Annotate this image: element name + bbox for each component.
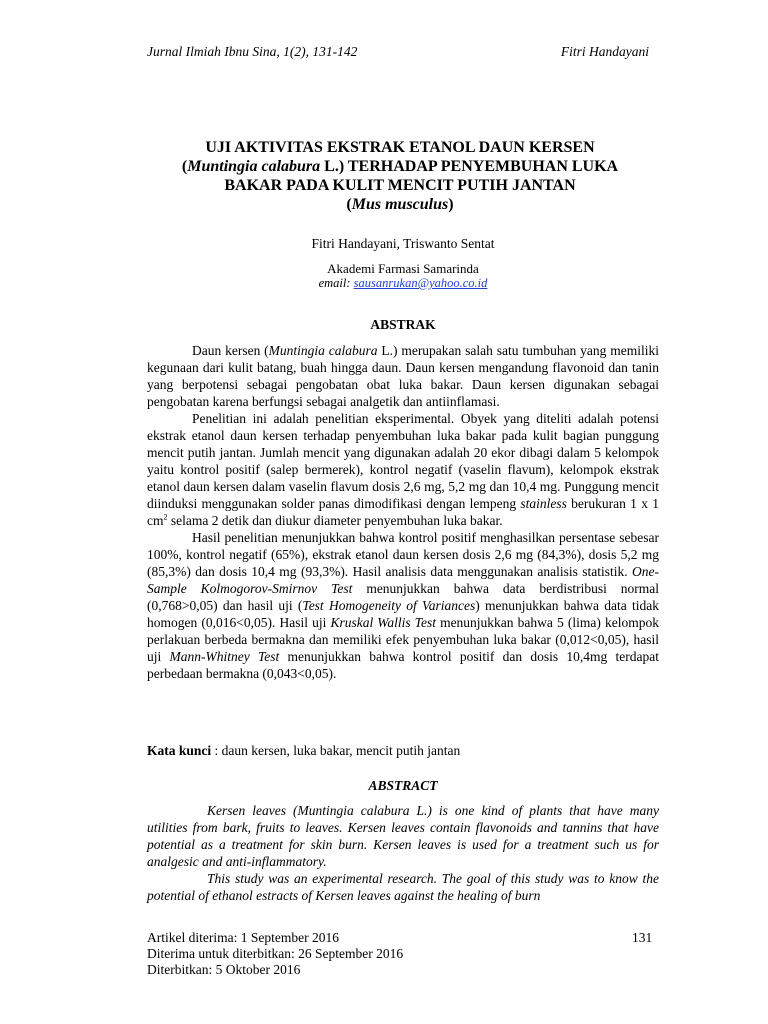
received-date: Artikel diterima: 1 September 2016	[147, 930, 339, 945]
scientific-name: Muntingia calabura	[187, 158, 321, 175]
email-line: email: sausanrukan@yahoo.co.id	[318, 276, 488, 290]
page-number: 131	[632, 930, 653, 945]
header-author: Fitri Handayani	[560, 44, 649, 59]
title-line-3: BAKAR PADA KULIT MENCIT PUTIH JANTAN	[224, 177, 576, 194]
species-name: Mus musculus	[351, 196, 449, 213]
paper-title	[130, 138, 670, 214]
published-date: Diterbitkan: 5 Oktober 2016	[147, 962, 301, 977]
keywords	[147, 743, 460, 759]
abstrak-paragraph-1: Daun kersen (Muntingia calabura L.) merupakan salah satu tumbuhan yang memiliki kegunaan dari kulit batang, buah hingga daun. Daun kersen mengandung flavonoid dan tanin yang berpotensi sebagai pengobatan obat luka bakar. Daun kersen digunakan sebagai pengobatan karena berfungsi sebagai analgetik dan antiinflamasi.	[147, 343, 659, 409]
abstract-paragraph-1: Kersen leaves (Muntingia calabura L.) is one kind of plants that have many utilities from bark, fruits to leaves. Kersen leaves contain flavonoids and tannins that have potential as a treatment for skin burn. Kersen leaves is used for a treatment such us for analgesic and anti-inflammatory.	[147, 803, 659, 869]
journal-header: Jurnal Ilmiah Ibnu Sina, 1(2), 131-142	[147, 44, 358, 59]
abstract-body	[147, 802, 659, 904]
title-line-4: (Mus musculus)	[346, 196, 454, 213]
keywords-text: : daun kersen, luka bakar, mencit putih jantan	[211, 743, 461, 758]
keywords-label: Kata kunci	[147, 743, 212, 758]
abstrak-paragraph-2: Penelitian ini adalah penelitian eksperimental. Obyek yang diteliti adalah potensi ekstrak etanol daun kersen terhadap penyembuhan luka bakar pada kulit bagian punggung mencit putih jantan. Jumlah mencit yang digunakan adalah 20 ekor dibagi dalam 5 kelompok yaitu kontrol positif (salep bermerek), kontrol negatif (vaselin flavum), kelompok ekstrak etanol daun kersen dalam vaselin flavum dosis 2,6 mg, 5,2 mg dan 10,4 mg. Punggung mencit diinduksi menggunakan solder panas dimodifikasi dengan lempeng stainless berukuran 1 x 1 $cm^2$ selama 2 detik dan diukur diameter penyembuhan luka bakar.	[147, 411, 659, 528]
accepted-date: Diterima untuk diterbitkan: 26 September 2016	[147, 946, 404, 961]
title-line-1: UJI AKTIVITAS EKSTRAK ETANOL DAUN KERSEN	[205, 139, 595, 156]
abstract-heading: ABSTRACT	[368, 778, 438, 793]
article-dates	[147, 930, 403, 978]
email-link[interactable]: sausanrukan@yahoo.co.id	[353, 276, 488, 290]
authors: Fitri Handayani, Triswanto Sentat	[311, 236, 495, 251]
abstrak-heading: ABSTRAK	[370, 317, 436, 332]
affiliation: Akademi Farmasi Samarinda	[327, 261, 479, 276]
abstrak-paragraph-3: Hasil penelitian menunjukkan bahwa kontrol positif menghasilkan persentase sebesar 100%, kontrol negatif (65%), ekstrak etanol daun kersen dosis 2,6 mg (84,3%), dosis 5,2 mg (85,3%) dan dosis 10,4 mg (93,3%). Hasil analisis data menggunakan analisis statistik. One-Sample Kolmogorov-Smirnov Test menunjukkan bahwa data berdistribusi normal (0,768>0,05) dan hasil uji (Test Homogeneity of Variances) menunjukkan bahwa data tidak homogen (0,016<0,05). Hasil uji Kruskal Wallis Test menunjukkan bahwa 5 (lima) kelompok perlakuan berbeda bermakna dan memiliki efek penyembuhan luka bakar (0,012<0,05), hasil uji Mann-Whitney Test menunjukkan bahwa kontrol positif dan dosis 10,4mg terdapat perbedaan bermakna (0,043<0,05).	[147, 530, 659, 681]
abstract-paragraph-2: This study was an experimental research. The goal of this study was to know the potential of ethanol estracts of Kersen leaves against the healing of burn	[147, 871, 659, 903]
abstrak-body	[147, 342, 659, 682]
title-line-2: (Muntingia calabura L.) TERHADAP PENYEMBUHAN LUKA	[181, 158, 619, 175]
